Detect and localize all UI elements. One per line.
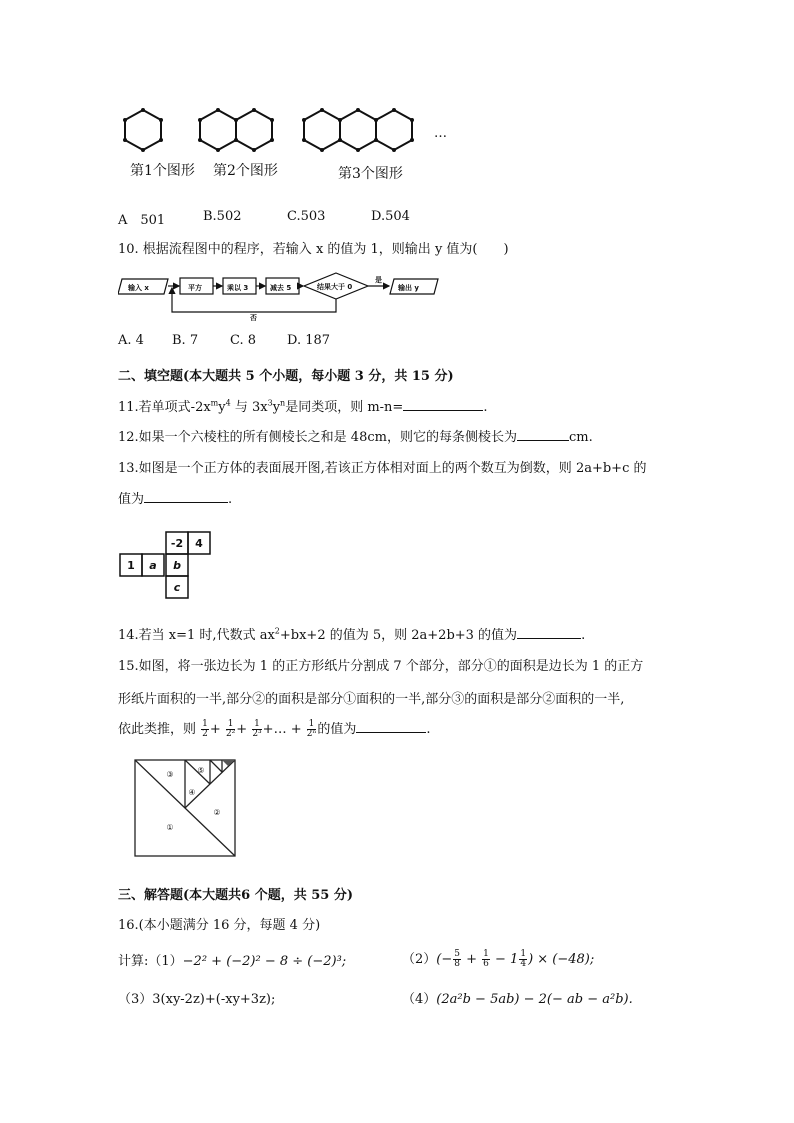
flow-no: 否 — [250, 314, 257, 322]
q9-option-c: C.503 — [287, 209, 326, 224]
net-cell-1: 1 — [127, 559, 135, 572]
section-3-heading: 三、解答题(本大题共6 个题，共 55 分) — [118, 888, 354, 903]
q9-option-a: A 501 — [118, 213, 166, 228]
net-cell-c: c — [173, 581, 181, 594]
q9-option-b: B.502 — [203, 209, 242, 224]
figure-3-label: 第3个图形 — [338, 166, 403, 182]
q12: 12.如果一个六棱柱的所有侧棱长之和是 48cm，则它的每条侧棱长为 cm. — [118, 430, 593, 445]
q10-option-b: B. 7 — [172, 333, 199, 348]
q10-text: 10. 根据流程图中的程序，若输入 x 的值为 1，则输出 y 值为( ) — [118, 242, 509, 257]
flow-input: 输入 x — [128, 284, 149, 292]
figure-2-label: 第2个图形 — [213, 163, 278, 179]
q14-answer-blank[interactable] — [517, 626, 581, 639]
q16-part-2: （2）(− $\frac{5}{8}$ + $\frac{1}{6}$ − 1 $\frac{1}{4}$ ) × (−48); — [402, 949, 595, 969]
flowchart — [118, 270, 448, 322]
q15-answer-blank[interactable] — [356, 720, 426, 733]
flow-times3: 乘以 3 — [227, 284, 249, 292]
q10-option-c: C. 8 — [230, 333, 257, 348]
flow-condition: 结果大于 0 — [317, 283, 353, 291]
q15-line-3: 依此类推，则 $\frac{1}{2}$ + $\frac{1}{\text{2²}}$ + $\frac{1}{\text{2³}}$ +… + $\frac{1}{\text{2ⁿ}}$ 的值为 . — [118, 719, 431, 739]
q16-heading: 16.(本小题满分 16 分，每题 4 分) — [118, 918, 321, 933]
region-1-label: ① — [166, 823, 174, 832]
q15-line-1: 15.如图，将一张边长为 1 的正方形纸片分割成 7 个部分，部分①的面积是边长为 1 的正方 — [118, 659, 644, 674]
flow-square: 平方 — [188, 284, 202, 292]
q16-part-1: 计算:（1）−2² + (−2)² − 8 ÷ (−2)³; — [118, 954, 347, 969]
q16-part-4: （4）(2a²b − 5ab) − 2(− ab − a²b). — [402, 992, 633, 1007]
section-2-heading: 二、填空题(本大题共 5 个小题，每小题 3 分，共 15 分) — [118, 369, 454, 384]
net-cell-b: b — [173, 559, 181, 572]
q16-part-3: （3）3(xy-2z)+(-xy+3z); — [118, 992, 276, 1007]
net-cell-4: 4 — [195, 537, 203, 550]
cube-net — [118, 530, 218, 602]
figure-1-label: 第1个图形 — [130, 163, 195, 179]
q13-line-2: 值为 . — [118, 492, 233, 507]
net-cell-neg2: -2 — [170, 537, 184, 550]
region-4-label: ④ — [188, 788, 196, 797]
q10-option-a: A. 4 — [118, 333, 144, 348]
q11-answer-blank[interactable] — [403, 398, 483, 411]
q13-line-1: 13.如图是一个正方体的表面展开图,若该正方体相对面上的两个数互为倒数，则 2a+b+c 的 — [118, 461, 647, 476]
q11: 11.若单项式$-2x^my^4$ 与 $3x^3y^n$是同类项，则 m-n= . — [118, 398, 488, 415]
net-cell-a: a — [149, 559, 157, 572]
region-3-label: ③ — [166, 770, 174, 779]
flow-output: 输出 y — [398, 284, 419, 292]
q14: 14.若当 x=1 时,代数式 $ax^2+bx+2$ 的值为 5，则 2a+2b+3 的值为 . — [118, 626, 586, 643]
q13-answer-blank[interactable] — [144, 490, 228, 503]
flow-yes: 是 — [375, 276, 382, 284]
q9-option-d: D.504 — [371, 209, 410, 224]
region-2-label: ② — [213, 808, 221, 817]
q12-answer-blank[interactable] — [517, 428, 569, 441]
q10-option-d: D. 187 — [287, 333, 331, 348]
q15-line-2: 形纸片面积的一半,部分②的面积是部分①面积的一半,部分③的面积是部分②面积的一半, — [118, 692, 625, 707]
flow-minus5: 减去 5 — [270, 284, 292, 292]
region-5-label: ⑤ — [197, 766, 205, 775]
pattern-ellipsis: … — [434, 126, 447, 141]
square-partition-figure — [130, 755, 242, 860]
